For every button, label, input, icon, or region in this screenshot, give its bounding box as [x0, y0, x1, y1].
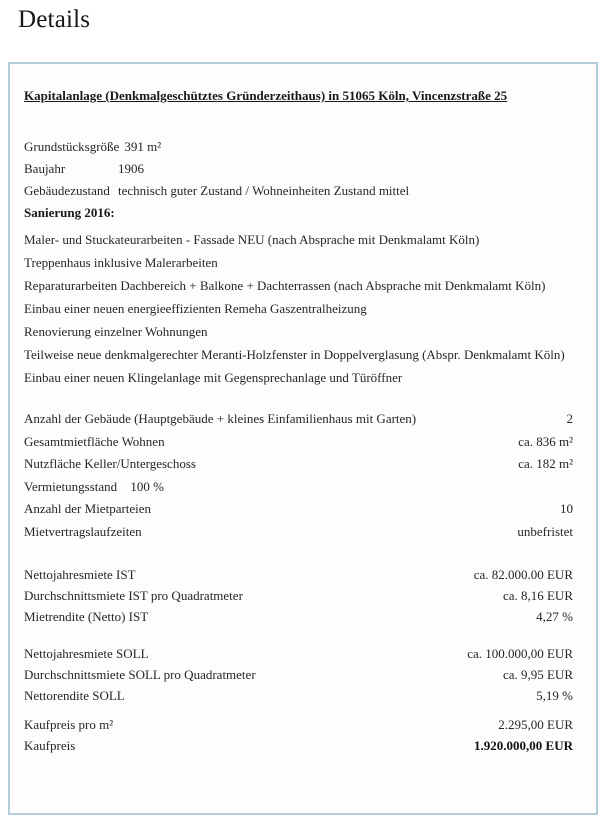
- rent-row: [24, 685, 573, 706]
- rent-row: [24, 606, 573, 627]
- rent-row: [24, 585, 573, 606]
- row-value: 1.920.000,00 EUR: [474, 738, 573, 753]
- row-label: Durchschnittsmiete IST pro Quadratmeter: [24, 588, 243, 603]
- row-value: ca. 9,95 EUR: [502, 667, 573, 682]
- property-row: [24, 521, 573, 544]
- row-value: unbefristet: [517, 523, 573, 539]
- row-value: 10: [560, 501, 573, 516]
- basic-info-section: [24, 136, 573, 202]
- row-value: 5,19 %: [536, 688, 573, 703]
- row-label: Mietrendite (Netto) IST: [24, 609, 149, 624]
- row-inline-value: 100 %: [130, 478, 164, 494]
- row-label: Nettojahresmiete SOLL: [24, 646, 149, 661]
- price-row: [24, 714, 573, 735]
- property-row-occupancy: [24, 476, 573, 499]
- row-value: 2.295,00 EUR: [498, 717, 573, 732]
- row-label: Gesamtmietfläche Wohnen: [24, 433, 165, 449]
- purchase-price-section: [24, 714, 573, 756]
- renovation-list: [24, 228, 573, 389]
- property-row: [24, 498, 573, 521]
- renovation-item: Reparaturarbeiten Dachbereich + Balkone + Dachterrassen (nach Absprache mit Denkmalamt Köln): [24, 278, 546, 293]
- row-label: Durchschnittsmiete SOLL pro Quadratmeter: [24, 667, 256, 682]
- basic-info-row: [24, 136, 573, 158]
- row-label: Anzahl der Gebäude (Hauptgebäude + kleines Einfamilienhaus mit Garten): [24, 411, 417, 426]
- renovation-item: Einbau einer neuen Klingelanlage mit Gegensprechanlage und Türöffner: [24, 370, 403, 385]
- row-label: Nettorendite SOLL: [24, 688, 125, 703]
- property-details-panel: [8, 62, 598, 815]
- row-label: Kaufpreis pro m²: [24, 717, 114, 732]
- rent-row: [24, 643, 573, 664]
- row-value: ca. 100.000,00 EUR: [467, 646, 573, 661]
- row-value: ca. 182 m²: [518, 456, 573, 471]
- renovation-item: Teilweise neue denkmalgerechter Meranti-Holzfenster in Doppelverglasung (Abspr. Denkmalamt Köln): [24, 347, 565, 362]
- renovation-item: Treppenhaus inklusive Malerarbeiten: [24, 255, 218, 270]
- renovation-item: Einbau einer neuen energieeffizienten Remeha Gaszentralheizung: [24, 301, 367, 316]
- rent-target-section: [24, 643, 573, 706]
- page-title: Details: [18, 6, 91, 33]
- basic-info-row: [24, 180, 573, 202]
- property-row: [24, 453, 573, 476]
- row-label: Anzahl der Mietparteien: [24, 501, 152, 516]
- row-label: Nutzfläche Keller/Untergeschoss: [24, 456, 196, 471]
- row-label: Nettojahresmiete IST: [24, 567, 136, 582]
- row-value: 4,27 %: [536, 609, 573, 624]
- listing-title: Kapitalanlage (Denkmalgeschütztes Gründerzeithaus) in 51065 Köln, Vincenzstraße 25: [24, 88, 508, 103]
- row-label: Grundstücksgröße: [24, 139, 120, 154]
- row-label: Vermietungsstand: [24, 478, 118, 494]
- property-figures-section: [24, 408, 573, 543]
- renovation-heading: Sanierung 2016:: [24, 205, 115, 220]
- rent-row: [24, 664, 573, 685]
- row-value: ca. 836 m²: [518, 433, 573, 449]
- row-label: Gebäudezustand: [24, 183, 110, 198]
- price-row-total: [24, 735, 573, 756]
- row-value: technisch guter Zustand / Wohneinheiten Zustand mittel: [118, 183, 410, 198]
- property-row: [24, 431, 573, 454]
- renovation-item: Renovierung einzelner Wohnungen: [24, 324, 208, 339]
- row-value: 1906: [118, 161, 144, 176]
- row-value: ca. 82.000.00 EUR: [473, 567, 573, 582]
- basic-info-row: [24, 158, 573, 180]
- row-label: Baujahr: [24, 161, 66, 176]
- row-value: 391 m²: [124, 139, 162, 154]
- property-row: [24, 408, 573, 431]
- rent-actual-section: [24, 564, 573, 627]
- row-label: Kaufpreis: [24, 738, 76, 753]
- row-label: Mietvertragslaufzeiten: [24, 523, 142, 539]
- renovation-item: Maler- und Stuckateurarbeiten - Fassade NEU (nach Absprache mit Denkmalamt Köln): [24, 232, 480, 247]
- row-value: ca. 8,16 EUR: [502, 588, 573, 603]
- rent-row: [24, 564, 573, 585]
- row-value: 2: [566, 411, 573, 426]
- row-label-group: [24, 476, 164, 499]
